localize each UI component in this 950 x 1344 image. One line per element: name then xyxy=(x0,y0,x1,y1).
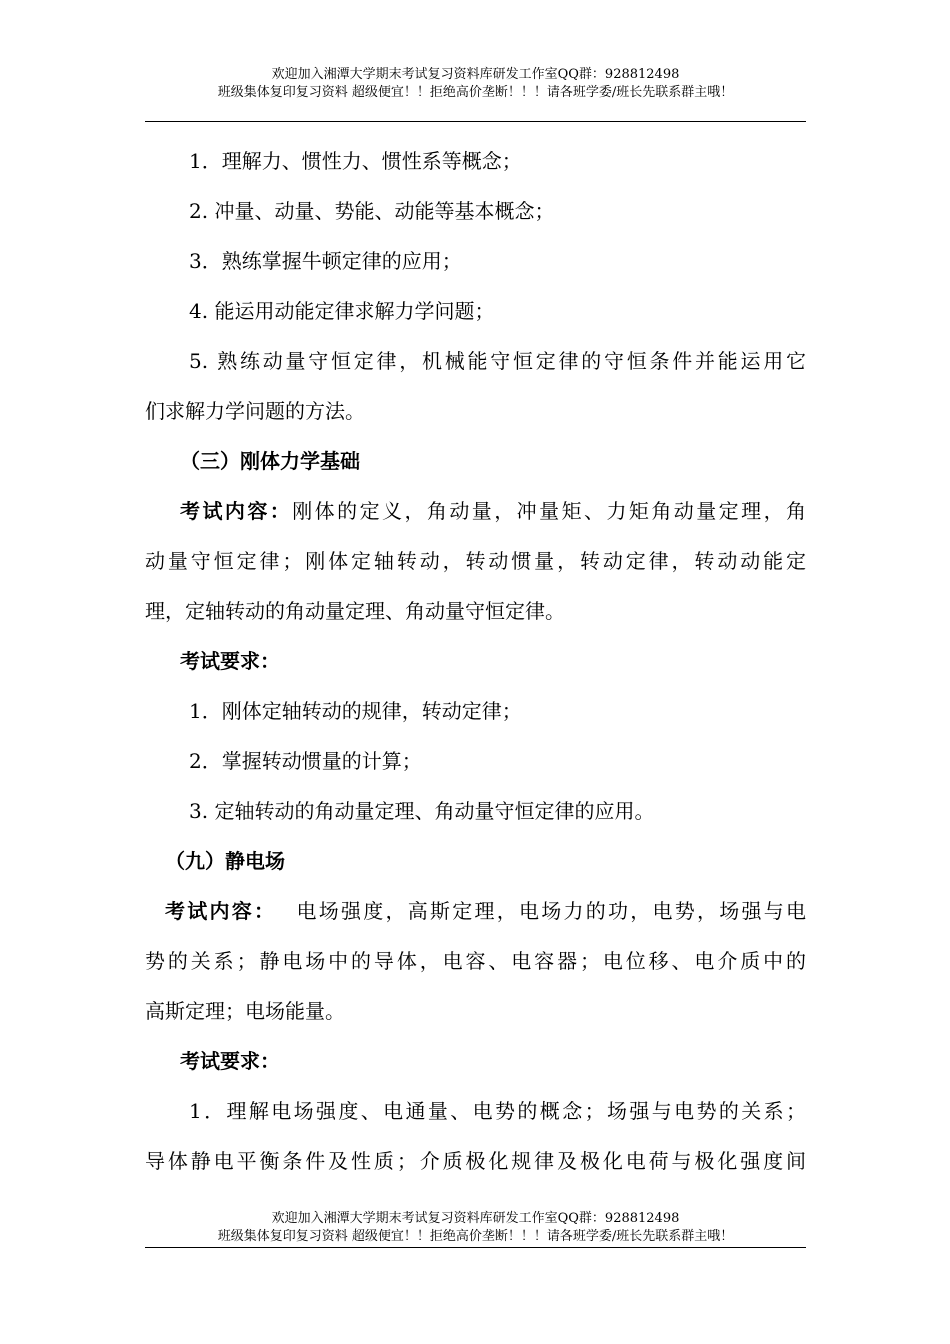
content-label: 考试内容： xyxy=(165,899,277,923)
footer-rule xyxy=(145,1247,806,1248)
requirement-item: 1．刚体定轴转动的规律，转动定律； xyxy=(189,699,522,723)
requirement-item: 3. 定轴转动的角动量定理、角动量守恒定律的应用。 xyxy=(189,799,655,823)
content-line: 高斯定理；电场能量。 xyxy=(145,999,345,1023)
section-heading-electrostatic-field: （九）静电场 xyxy=(165,849,285,873)
requirement-item: 2．掌握转动惯量的计算； xyxy=(189,749,422,773)
requirement-item: 1．理解力、惯性力、惯性系等概念； xyxy=(189,149,522,173)
document-body xyxy=(145,136,806,1186)
page-footer xyxy=(145,1210,806,1246)
footer-line-2: 班级集体复印复习资料 超级便宜！！拒绝高价垄断！！！请各班学委/班长先联系群主哦！ xyxy=(217,1229,734,1244)
requirements-label: 考试要求： xyxy=(180,1049,280,1073)
section-content-paragraph xyxy=(145,886,806,936)
content-line: 理，定轴转动的角动量定理、角动量守恒定律。 xyxy=(145,599,565,623)
header-rule xyxy=(145,121,806,122)
requirements-label: 考试要求： xyxy=(180,649,280,673)
requirement-item: 1．理解电场强度、电通量、电势的概念；场强与电势的关系； xyxy=(189,1099,806,1123)
content-text: 电场强度，高斯定理，电场力的功，电势，场强与电 xyxy=(294,899,806,923)
requirement-item-continuation: 导体静电平衡条件及性质；介质极化规律及极化电荷与极化强度间 xyxy=(145,1149,806,1173)
requirement-item: 5. 熟练动量守恒定律，机械能守恒定律的守恒条件并能运用它 xyxy=(189,349,806,373)
content-label: 考试内容： xyxy=(180,499,293,523)
requirement-item: 3．熟练掌握牛顿定律的应用； xyxy=(189,249,462,273)
header-line-2: 班级集体复印复习资料 超级便宜！！拒绝高价垄断！！！请各班学委/班长先联系群主哦！ xyxy=(217,85,734,100)
page-header xyxy=(145,66,806,102)
section-content-paragraph xyxy=(145,486,806,536)
requirement-item: 4. 能运用动能定律求解力学问题； xyxy=(189,299,495,323)
content-text: 刚体的定义，角动量，冲量矩、力矩角动量定理，角 xyxy=(292,499,807,523)
requirement-item-continuation: 们求解力学问题的方法。 xyxy=(145,399,365,423)
section-heading-rigid-body: （三）刚体力学基础 xyxy=(180,449,360,473)
footer-line-1: 欢迎加入湘潭大学期末考试复习资料库研发工作室QQ群：928812498 xyxy=(271,1211,680,1226)
header-line-1: 欢迎加入湘潭大学期末考试复习资料库研发工作室QQ群：928812498 xyxy=(271,67,680,82)
content-line: 势的关系；静电场中的导体，电容、电容器；电位移、电介质中的 xyxy=(145,949,806,973)
requirement-item: 2. 冲量、动量、势能、动能等基本概念； xyxy=(189,199,555,223)
content-line: 动量守恒定律；刚体定轴转动，转动惯量，转动定律，转动动能定 xyxy=(145,549,806,573)
